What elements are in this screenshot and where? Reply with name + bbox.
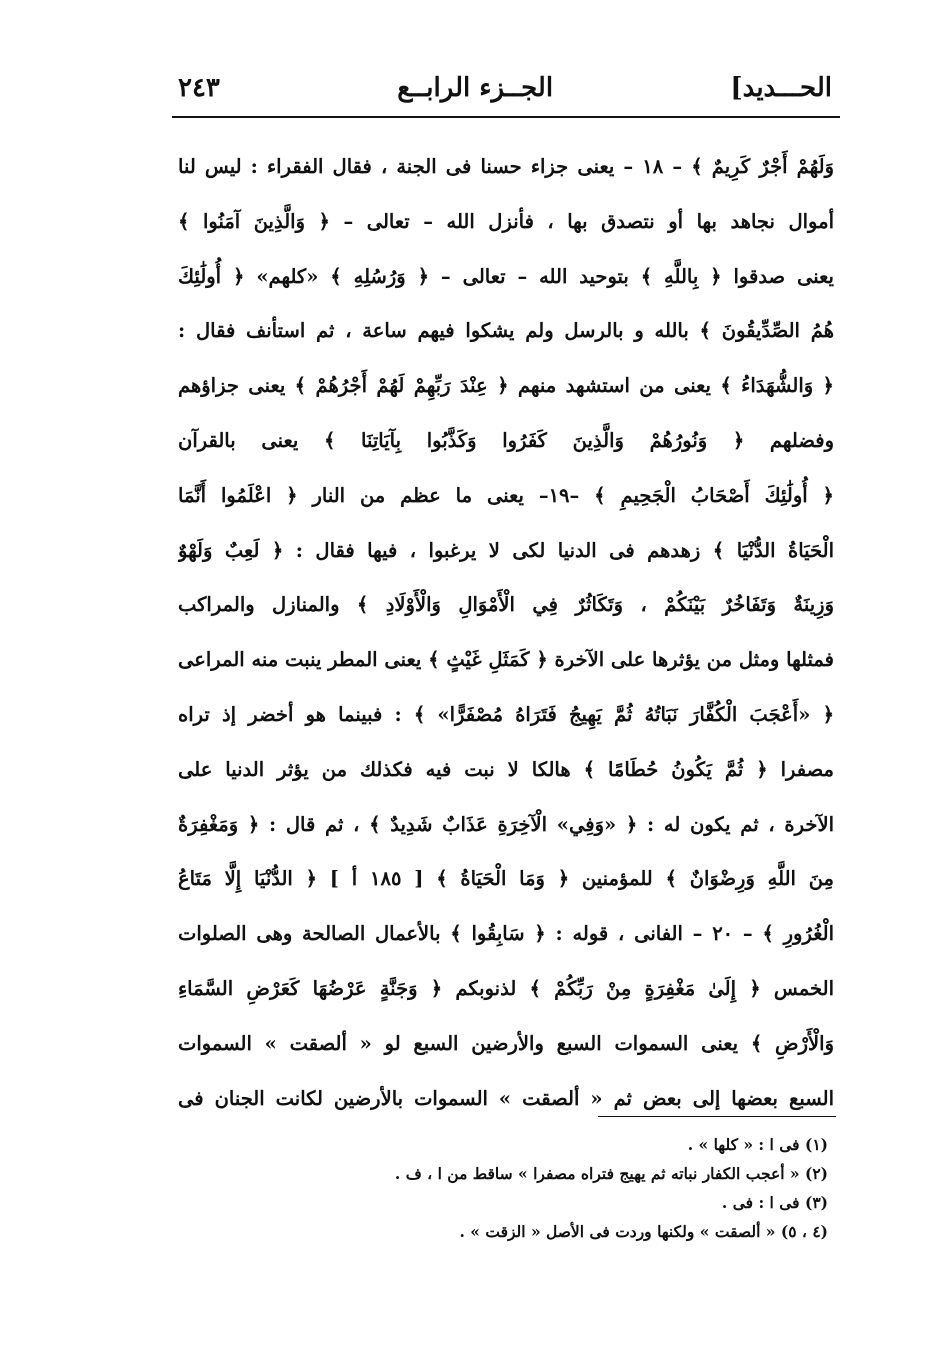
text-line: هُمُ الصِّدِّيقُونَ ﴾ بالله و بالرسل ولم يشكوا فيهم ساعة ، ثم استأنف فقال : [178,319,834,343]
text-line: ﴿ وَالشُّهَدَاءُ ﴾ يعنى من استشهد منهم ﴿ عِنْدَ رَبِّهِمْ لَهُمْ أَجْرُهُمْ ﴾ يعنى جزاؤهم [178,374,834,398]
text-line: فمثلها ومثل من يؤثرها على الآخرة ﴿ كَمَثَلِ غَيْثٍ ﴾ يعنى المطر ينبت منه المراعى [178,648,834,672]
text-line: السبع بعضها إلى بعض ثم « ألصقت » السموات بالأرضين لكانت الجنان فى [178,1086,834,1110]
text-line: وَزِينَةٌ وَتَفَاخُرٌ بَيْنَكُمْ ، وَتَكَاثُرٌ فِي الْأَمْوَالِ وَالْأَوْلَادِ ﴾ والمنازل والمراكب [178,593,834,617]
header-part-title: الجــزء الرابــع [397,73,554,103]
footnote: (٢) « أعجب الكفار نباته ثم يهيج فتراه مصفرا » ساقط من ا ، ف . [394,1164,828,1183]
running-header [178,66,832,110]
text-line: وَلَهُمْ أَجْرٌ كَرِيمٌ ﴾ – ١٨ – يعنى جزاء حسنا فى الجنة ، فقال الفقراء : ليس لنا [178,155,834,178]
footnote-rule [598,1116,836,1117]
text-line: مِنَ اللَّهِ وَرِضْوَانٌ ﴾ للمؤمنين ﴿ وَمَا الْحَيَاةُ ﴾ [ ١٨٥ أ ] ﴿ الدُّنْيَا إِلَّا مَتَاعُ [178,867,834,891]
text-line: وفضلهم ﴿ وَنُورُهُمْ وَالَّذِينَ كَفَرُوا وَكَذَّبُوا بِآيَاتِنَا ﴾ يعنى بالقرآن [178,428,834,452]
main-text [178,140,834,1126]
text-line: أموال نجاهد بها أو نتصدق بها ، فأنزل الله – تعالى – ﴿ وَالَّذِينَ آمَنُوا ﴾ [178,209,834,233]
text-line: الْحَيَاةُ الدُّنْيَا ﴾ زهدهم فى الدنيا لكى لا يرغبوا ، فيها فقال : ﴿ لَعِبٌ وَلَهْوٌ [178,538,834,562]
footnote: (١) فى ا : « كلها » . [687,1135,828,1154]
text-line: ﴿ أُولَٰئِكَ أَصْحَابُ الْجَحِيمِ ﴾ –١٩– يعنى ما عظم من النار ﴿ اعْلَمُوا أَنَّمَا [178,483,834,507]
page-number: ٢٤٣ [178,73,220,103]
text-line: الْغُرُورِ ﴾ – ٢٠ – الفانى ، قوله : ﴿ سَابِقُوا ﴾ بالأعمال الصالحة وهى الصلوات [178,922,834,946]
header-surah-name: الحـــديد] [730,73,832,103]
footnotes [300,1130,828,1246]
text-line: وَالْأَرْضِ ﴾ يعنى السموات السبع والأرضين السبع لو « ألصقت » السموات [178,1031,834,1055]
footnote: (٤ ، ٥) « ألصقت » ولكنها وردت فى الأصل « الزقت » . [459,1222,828,1241]
text-line: الخمس ﴿ إِلَىٰ مَغْفِرَةٍ مِنْ رَبِّكُمْ ﴾ لذنوبكم ﴿ وَجَنَّةٍ عَرْضُهَا كَعَرْضِ السَّمَاءِ [178,976,834,1000]
text-line: يعنى صدقوا ﴿ بِاللَّهِ ﴾ بتوحيد الله – تعالى – ﴿ وَرُسُلِهِ ﴾ «كلهم» ﴿ أُولَٰئِكَ [178,264,834,288]
header-rule [172,116,840,118]
footnote: (٣) فى ا : فى . [721,1193,828,1212]
text-line: الآخرة ، ثم يكون له : ﴿ «وَفِي» الْآخِرَةِ عَذَابٌ شَدِيدٌ ﴾ ، ثم قال : ﴿ وَمَغْفِرَةٌ [178,812,834,836]
text-line: ﴿ «أَعْجَبَ الْكُفَّارَ نَبَاتُهُ ثُمَّ يَهِيجُ فَتَرَاهُ مُصْفَرًّا» ﴾ : فبينما هو أخضر إذ تراه [178,702,834,726]
text-line: مصفرا ﴿ ثُمَّ يَكُونُ حُطَامًا ﴾ هالكا لا نبت فيه فكذلك من يؤثر الدنيا على [178,757,834,781]
